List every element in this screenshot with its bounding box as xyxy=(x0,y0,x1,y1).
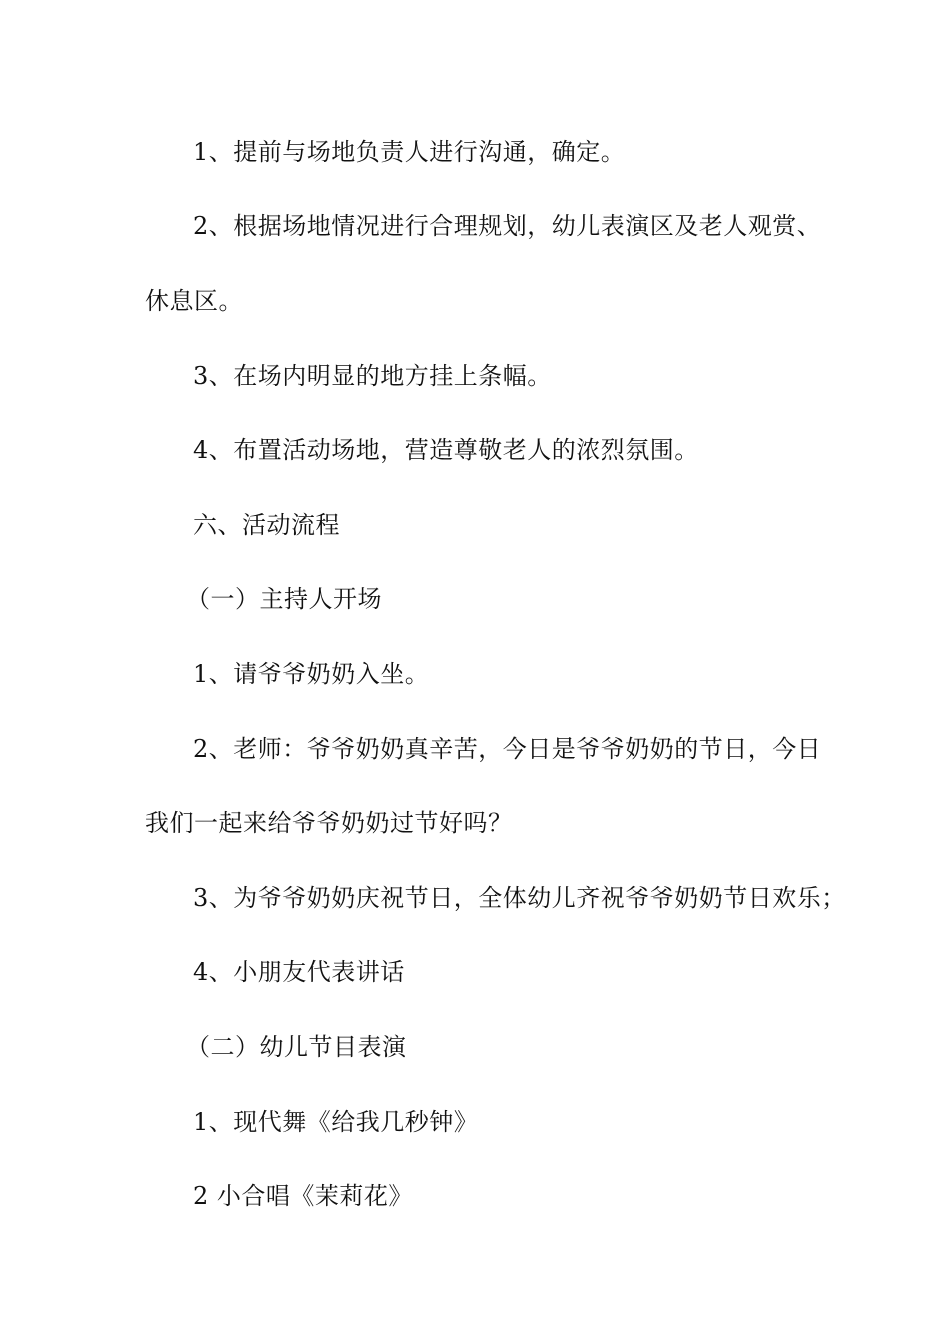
paragraph-child-representative: 4、小朋友代表讲话 xyxy=(193,958,405,986)
subsection-heading-host-opening: （一）主持人开场 xyxy=(186,585,382,613)
subsection-heading-performances: （二）幼儿节目表演 xyxy=(186,1033,407,1061)
paragraph-decoration: 4、布置活动场地，营造尊敬老人的浓烈氛围。 xyxy=(193,436,699,464)
paragraph-banner: 3、在场内明显的地方挂上条幅。 xyxy=(193,362,552,390)
paragraph-seating: 1、请爷爷奶奶入坐。 xyxy=(193,660,430,688)
paragraph-teacher-speech: 2、老师：爷爷奶奶真辛苦，今日是爷爷奶奶的节日，今日 xyxy=(193,735,822,763)
paragraph-venue-planning-continued: 休息区。 xyxy=(145,287,243,315)
paragraph-venue-communication: 1、提前与场地负责人进行沟通，确定。 xyxy=(193,138,626,166)
paragraph-venue-planning: 2、根据场地情况进行合理规划，幼儿表演区及老人观赏、 xyxy=(193,212,822,240)
paragraph-chorus: 2 小合唱《茉莉花》 xyxy=(193,1182,413,1210)
paragraph-celebration: 3、为爷爷奶奶庆祝节日，全体幼儿齐祝爷爷奶奶节日欢乐； xyxy=(193,884,846,912)
paragraph-modern-dance: 1、现代舞《给我几秒钟》 xyxy=(193,1108,479,1136)
paragraph-teacher-speech-continued: 我们一起来给爷爷奶奶过节好吗？ xyxy=(145,809,513,837)
section-heading-activity-flow: 六、活动流程 xyxy=(193,511,340,539)
